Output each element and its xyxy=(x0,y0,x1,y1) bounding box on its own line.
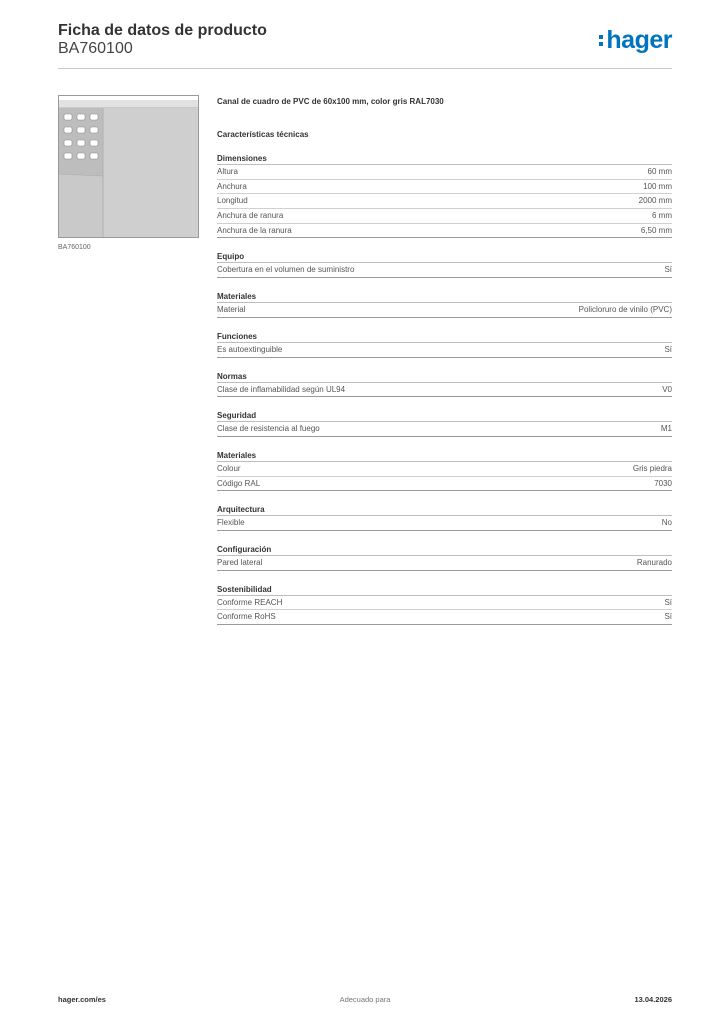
spec-group xyxy=(217,251,672,278)
spec-row xyxy=(217,263,672,278)
spec-group-title: Equipo xyxy=(217,251,672,263)
spec-value: 2000 mm xyxy=(638,196,672,206)
spec-group xyxy=(217,584,672,625)
page-header xyxy=(58,20,672,70)
spec-label: Colour xyxy=(217,463,241,473)
spec-row xyxy=(217,596,672,611)
spec-label: Material xyxy=(217,305,246,315)
spec-group xyxy=(217,450,672,491)
spec-value: 100 mm xyxy=(643,181,672,191)
spec-label: Es autoextinguible xyxy=(217,344,283,354)
spec-row xyxy=(217,556,672,571)
spec-label: Anchura de la ranura xyxy=(217,225,292,235)
spec-value: Sí xyxy=(664,612,672,622)
spec-group-title: Dimensiones xyxy=(217,153,672,165)
page-footer xyxy=(58,995,672,1009)
spec-row xyxy=(217,610,672,625)
spec-groups xyxy=(217,153,672,625)
spec-label: Anchura de ranura xyxy=(217,211,284,221)
spec-group-title: Seguridad xyxy=(217,410,672,422)
spec-value: Policloruro de vinilo (PVC) xyxy=(578,305,672,315)
spec-value: Gris piedra xyxy=(632,463,672,473)
spec-group-title: Normas xyxy=(217,371,672,383)
spec-group xyxy=(217,504,672,531)
spec-row xyxy=(217,477,672,492)
spec-label: Anchura xyxy=(217,181,247,191)
footer-date: 13.04.2026 xyxy=(634,995,672,1004)
spec-group-title: Materiales xyxy=(217,450,672,462)
spec-label: Clase de resistencia al fuego xyxy=(217,424,320,434)
spec-row xyxy=(217,516,672,531)
spec-label: Pared lateral xyxy=(217,557,263,567)
footer-center-text: Adecuado para xyxy=(339,995,391,1004)
spec-label: Clase de inflamabilidad según UL94 xyxy=(217,384,346,394)
spec-value: No xyxy=(661,518,672,528)
logo-text: hager xyxy=(606,26,672,54)
header-divider xyxy=(58,68,672,69)
spec-row xyxy=(217,343,672,358)
logo-dots-icon xyxy=(599,30,605,48)
product-description: Canal de cuadro de PVC de 60x100 mm, color gris RAL7030 xyxy=(217,97,444,106)
spec-group xyxy=(217,544,672,571)
spec-group-title: Sostenibilidad xyxy=(217,584,672,596)
spec-value: Sí xyxy=(664,344,672,354)
spec-group xyxy=(217,291,672,318)
spec-group xyxy=(217,153,672,238)
spec-value: 6,50 mm xyxy=(640,225,672,235)
image-caption: BA760100 xyxy=(58,244,91,251)
spec-row xyxy=(217,194,672,209)
spec-row xyxy=(217,180,672,195)
spec-value: 7030 xyxy=(654,478,672,488)
spec-row xyxy=(217,383,672,398)
spec-group xyxy=(217,331,672,358)
spec-label: Longitud xyxy=(217,196,248,206)
spec-label: Flexible xyxy=(217,518,245,528)
spec-value: V0 xyxy=(662,384,672,394)
spec-group-title: Arquitectura xyxy=(217,504,672,516)
product-image xyxy=(58,95,199,238)
spec-value: Sí xyxy=(664,597,672,607)
spec-row xyxy=(217,224,672,239)
spec-value: M1 xyxy=(660,424,672,434)
spec-row xyxy=(217,303,672,318)
spec-group xyxy=(217,410,672,437)
spec-group xyxy=(217,371,672,398)
spec-label: Conforme REACH xyxy=(217,597,283,607)
spec-value: 6 mm xyxy=(652,211,672,221)
spec-group-title: Configuración xyxy=(217,544,672,556)
document-title: Ficha de datos de producto xyxy=(58,22,267,39)
tech-heading: Características técnicas xyxy=(217,130,309,139)
spec-row xyxy=(217,209,672,224)
spec-group-title: Materiales xyxy=(217,291,672,303)
hager-logo xyxy=(599,26,672,55)
spec-content xyxy=(217,97,672,625)
product-code: BA760100 xyxy=(58,40,133,57)
spec-value: 60 mm xyxy=(647,167,672,176)
spec-group-title: Funciones xyxy=(217,331,672,343)
footer-website: hager.com/es xyxy=(58,995,106,1004)
cable-duct-illustration xyxy=(59,96,199,238)
spec-row xyxy=(217,165,672,180)
spec-label: Altura xyxy=(217,167,238,176)
spec-value: Ranurado xyxy=(636,557,672,567)
spec-value: Sí xyxy=(664,265,672,275)
spec-row xyxy=(217,422,672,437)
spec-row xyxy=(217,462,672,477)
spec-label: Conforme RoHS xyxy=(217,612,276,622)
spec-label: Cobertura en el volumen de suministro xyxy=(217,265,355,275)
spec-label: Código RAL xyxy=(217,478,261,488)
